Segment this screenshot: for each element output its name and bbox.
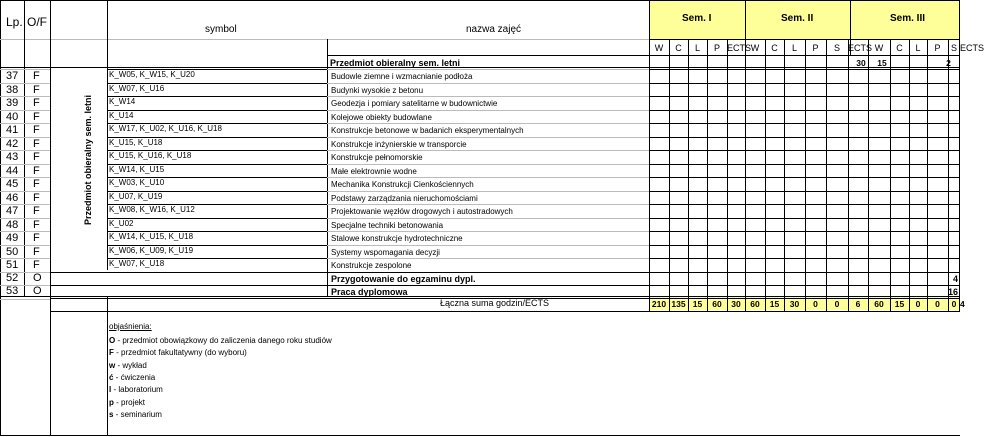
total-value: 210	[651, 299, 667, 309]
grid-line-v	[948, 39, 949, 311]
row-of: F	[33, 84, 40, 96]
extra-ects: 16	[947, 287, 958, 297]
grid-line-h	[0, 67, 960, 68]
grid-line-h	[107, 218, 327, 219]
total-value: 0	[951, 299, 957, 309]
subcol-header: ECTS	[960, 43, 984, 53]
grid-line-h	[0, 0, 960, 1]
row-lp: 45	[6, 178, 19, 190]
row-symbol: K_W14	[109, 97, 136, 106]
extra-lp: 53	[6, 285, 19, 297]
section-value-ects: 2	[946, 57, 951, 68]
row-lp: 48	[6, 219, 19, 231]
legend-item	[109, 374, 155, 382]
row-lp: 51	[6, 259, 19, 271]
row-name: Projektowanie węzłów drogowych i autostradowych	[331, 207, 513, 216]
grid-line-h	[649, 177, 960, 178]
row-symbol: K_W06, K_U09, K_U19	[109, 246, 194, 255]
total-value: 0	[813, 299, 818, 309]
row-name: Podstawy zarządzania nieruchomościami	[331, 194, 478, 203]
grid-line-h	[649, 191, 960, 192]
total-value: 60	[874, 299, 884, 309]
grid-line-h	[327, 245, 649, 246]
total-value: 15	[894, 299, 905, 309]
total-value: 135	[671, 299, 686, 309]
legend-text: - wykład	[115, 360, 147, 370]
total-value: 15	[769, 299, 780, 309]
row-lp: 47	[6, 205, 19, 217]
grid-line-h	[327, 96, 649, 97]
row-name: Konstrukcje inżynierskie w transporcie	[331, 140, 467, 149]
grid-line-h	[649, 150, 960, 151]
row-symbol: K_W14, K_U15, K_U18	[109, 232, 194, 241]
grid-line-h	[327, 191, 649, 192]
extra-name: Przygotowanie do egzaminu dypl.	[331, 274, 476, 284]
grid-line-v	[826, 39, 827, 311]
total-value: 0	[935, 299, 940, 309]
row-name: Konstrukcje betonowe w badanich eksperymentalnych	[331, 126, 524, 135]
header-lp: Lp.	[6, 15, 23, 29]
legend-text: - projekt	[113, 397, 146, 407]
grid-line-v	[50, 296, 51, 311]
grid-line-h	[327, 137, 649, 138]
section-value-c: 15	[877, 57, 887, 68]
section-title: Przedmiot obieralny sem. letni	[330, 58, 461, 68]
grid-line-h	[649, 69, 960, 70]
extra-ects: 4	[952, 274, 958, 284]
legend-text: - laboratorium	[111, 385, 163, 395]
row-lp: 40	[6, 111, 19, 123]
row-symbol: K_W07, K_U18	[109, 259, 165, 268]
row-name: Konstrukcje zespolone	[331, 261, 412, 270]
total-value: 4	[960, 299, 965, 309]
row-lp: 49	[6, 232, 19, 244]
legend-item	[109, 411, 162, 419]
row-lp: 42	[6, 138, 19, 150]
grid-line-h	[649, 164, 960, 165]
total-value: 6	[855, 299, 861, 309]
grid-line-h	[649, 123, 960, 124]
row-symbol: K_W03, K_U10	[109, 178, 165, 187]
legend-key: F	[109, 348, 114, 358]
subcol-header: W	[874, 43, 884, 53]
row-of: F	[33, 165, 40, 177]
legend-text: - przedmiot obowiązkowy do zaliczenia danego roku studiów	[115, 336, 332, 345]
row-name: Specjalne techniki betonowania	[331, 221, 444, 230]
subcol-header: S	[833, 43, 840, 53]
grid-line-h	[327, 164, 649, 165]
grid-line-h	[327, 177, 649, 178]
grid-line-h	[50, 285, 960, 286]
extra-of: O	[33, 272, 42, 284]
grid-line-v	[50, 0, 51, 296]
row-symbol: K_U07, K_U19	[109, 192, 163, 201]
row-of: F	[33, 232, 40, 244]
row-of: F	[33, 219, 40, 231]
row-lp: 37	[6, 70, 19, 82]
grid-line-v	[24, 0, 25, 296]
grid-line-v	[688, 39, 689, 311]
legend-text: - ćwiczenia	[113, 372, 156, 382]
subcol-header: L	[694, 43, 700, 53]
row-lp: 43	[6, 151, 19, 163]
row-name: Budowle ziemne i wzmacnianie podłoża	[331, 72, 473, 81]
legend-key: s	[109, 409, 114, 419]
total-value: 15	[692, 299, 703, 309]
grid-line-v	[107, 0, 108, 270]
subcol-header: P	[934, 43, 941, 53]
grid-line-h	[107, 96, 327, 97]
header-sem-1: Sem. I	[682, 13, 712, 24]
row-name: Kolejowe obiekty budowlane	[331, 113, 432, 122]
header-symbol: symbol	[205, 24, 237, 35]
row-of: F	[33, 178, 40, 190]
grid-line-h	[649, 137, 960, 138]
row-name: Budynki wysokie z betonu	[331, 86, 424, 95]
row-of: F	[33, 151, 40, 163]
row-name: Mechanika Konstrukcji Cienkościennych	[331, 180, 474, 189]
grid-line-h	[327, 123, 649, 124]
row-symbol: K_U14	[109, 111, 134, 120]
grid-line-h	[0, 39, 649, 40]
header-sem-2: Sem. II	[781, 13, 814, 24]
row-of: F	[33, 192, 40, 204]
legend-item	[109, 399, 145, 407]
grid-line-h	[649, 96, 960, 97]
row-lp: 41	[6, 124, 19, 136]
total-label: Łączna suma godzin/ECTS	[440, 298, 550, 308]
section-value-w: 30	[856, 57, 866, 68]
grid-line-v	[107, 311, 108, 436]
row-name: Geodezja i pomiary satelitarne w budownictwie	[331, 99, 498, 108]
row-name: Stalowe konstrukcje hydrotechniczne	[331, 234, 463, 243]
grid-line-v	[727, 39, 728, 311]
total-value: 30	[731, 299, 741, 309]
grid-line-v	[927, 39, 928, 311]
grid-line-h	[649, 231, 960, 232]
grid-line-v	[868, 39, 869, 311]
grid-line-h	[327, 69, 649, 70]
row-lp: 46	[6, 192, 19, 204]
grid-line-v	[848, 39, 849, 311]
legend-key: w	[109, 360, 116, 370]
grid-line-h	[649, 83, 960, 84]
legend-title: objaśnienia:	[109, 322, 152, 331]
subcol-header: C	[771, 43, 778, 53]
row-of: F	[33, 246, 40, 258]
grid-line-v	[107, 296, 108, 311]
grid-line-h	[327, 258, 649, 259]
subcol-header: L	[791, 43, 797, 53]
row-symbol: K_U15, K_U18	[109, 138, 163, 147]
row-name: Systemy wspomagania decyzji	[331, 248, 440, 257]
row-of: F	[33, 97, 40, 109]
grid-line-h	[0, 299, 50, 300]
row-of: F	[33, 111, 40, 123]
grid-line-h	[50, 272, 960, 273]
legend-text: - seminarium	[113, 409, 162, 419]
grid-line-v	[707, 39, 708, 311]
row-lp: 38	[6, 84, 19, 96]
vertical-group-label: Przedmiot obieralny sem. letni	[83, 94, 93, 226]
row-symbol: K_U15, K_U16, K_U18	[109, 151, 192, 160]
row-lp: 39	[6, 97, 19, 109]
extra-name: Praca dyplomowa	[331, 287, 408, 297]
grid-line-h	[649, 110, 960, 111]
row-of: F	[33, 124, 40, 136]
grid-line-v	[909, 39, 910, 311]
grid-line-h	[327, 204, 649, 205]
grid-line-h	[327, 110, 649, 111]
total-value: 60	[712, 299, 722, 309]
total-value: 0	[834, 299, 840, 309]
subcol-header: P	[713, 43, 720, 53]
extra-lp: 52	[6, 272, 19, 284]
grid-line-v	[50, 311, 51, 436]
row-symbol: K_W14, K_U15	[109, 165, 165, 174]
row-symbol: K_W07, K_U16	[109, 84, 165, 93]
total-value: 60	[750, 299, 760, 309]
legend-item	[109, 337, 332, 345]
subcol-header: L	[915, 43, 921, 53]
legend-key: l	[109, 385, 112, 395]
grid-line-v	[890, 39, 891, 311]
grid-line-h	[107, 110, 327, 111]
legend-key: O	[109, 336, 116, 345]
row-symbol: K_W05, K_W15, K_U20	[109, 70, 195, 79]
grid-line-h	[649, 245, 960, 246]
subcol-header: S	[950, 43, 957, 53]
grid-line-h	[649, 204, 960, 205]
grid-line-v	[669, 39, 670, 311]
grid-line-h	[327, 218, 649, 219]
grid-line-v	[784, 39, 785, 311]
subcol-header: C	[675, 43, 682, 53]
total-value: 30	[789, 299, 800, 309]
row-symbol: K_U02	[109, 219, 134, 228]
row-of: F	[33, 138, 40, 150]
legend-text: - przedmiot fakultatywny (do wyboru)	[113, 348, 247, 358]
row-of: F	[33, 259, 40, 271]
legend-key: p	[109, 397, 114, 407]
subcol-header: P	[812, 43, 819, 53]
row-of: F	[33, 205, 40, 217]
extra-of: O	[33, 285, 42, 297]
grid-line-h	[0, 435, 960, 436]
row-lp: 50	[6, 246, 19, 258]
subcol-header: C	[896, 43, 903, 53]
header-sem-3: Sem. III	[890, 13, 926, 24]
subcol-header: ECTS	[727, 43, 752, 53]
grid-line-h	[50, 311, 960, 312]
grid-line-v	[745, 39, 746, 311]
row-name: Małe elektrownie wodne	[331, 167, 417, 176]
row-name: Konstrukcje pełnomorskie	[331, 153, 423, 162]
row-of: F	[33, 70, 40, 82]
legend-item	[109, 362, 147, 370]
grid-line-v	[805, 39, 806, 311]
grid-line-h	[649, 258, 960, 259]
grid-line-h	[649, 218, 960, 219]
row-symbol: K_W08, K_W16, K_U12	[109, 205, 195, 214]
row-lp: 44	[6, 165, 19, 177]
subcol-header: W	[750, 43, 760, 53]
row-symbol: K_W17, K_U02, K_U16, K_U18	[109, 124, 222, 133]
grid-line-h	[327, 83, 649, 84]
header-nazwa: nazwa zajęć	[466, 24, 522, 35]
subcol-header: ECTS	[848, 43, 873, 53]
grid-line-h	[327, 231, 649, 232]
subcol-header: W	[654, 43, 664, 53]
grid-line-h	[327, 150, 649, 151]
legend-item	[109, 349, 247, 357]
legend-item	[109, 386, 163, 394]
total-value: 0	[915, 299, 921, 309]
header-of: O/F	[27, 15, 47, 29]
grid-line-v	[765, 39, 766, 311]
legend-key: ć	[109, 372, 114, 382]
